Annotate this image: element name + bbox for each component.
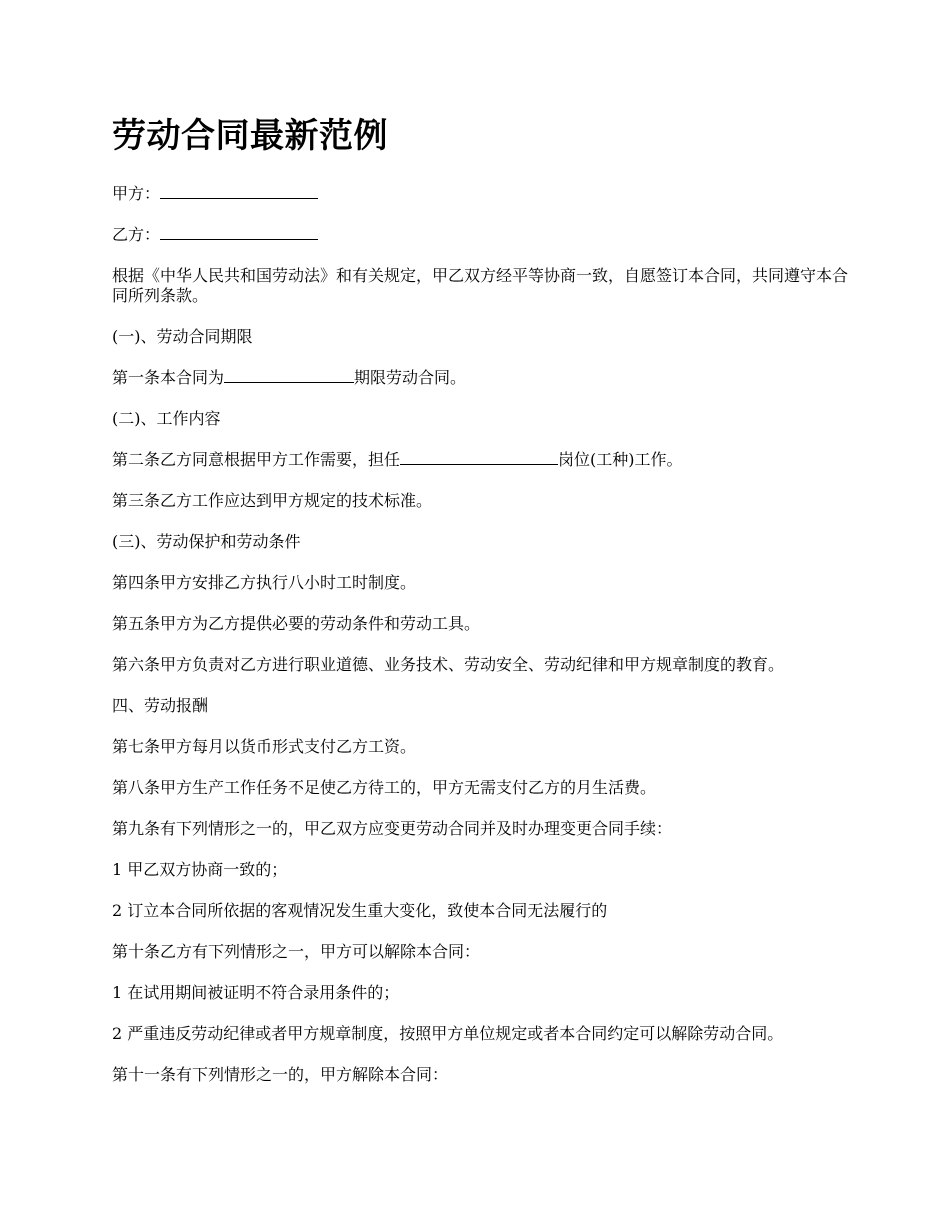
article-6: 第六条甲方负责对乙方进行职业道德、业务技术、劳动安全、劳动纪律和甲方规章制度的教育。 bbox=[112, 655, 785, 674]
article-10: 第十条乙方有下列情形之一，甲方可以解除本合同： bbox=[112, 942, 481, 961]
section-heading-work: (二)、工作内容 bbox=[112, 409, 221, 428]
party-b-label: 乙方： bbox=[112, 225, 161, 244]
party-a-blank bbox=[160, 184, 318, 199]
party-b-line bbox=[112, 225, 852, 245]
contract-term-blank bbox=[224, 368, 354, 383]
article-4: 第四条甲方安排乙方执行八小时工时制度。 bbox=[112, 573, 417, 592]
party-a-line bbox=[112, 184, 852, 204]
position-blank bbox=[400, 450, 558, 465]
party-b-blank bbox=[160, 225, 318, 240]
article-9: 第九条有下列情形之一的，甲乙双方应变更劳动合同并及时办理变更合同手续： bbox=[112, 819, 673, 838]
article-2-text-after: 岗位(工种)工作。 bbox=[558, 450, 683, 469]
article-1-text-before: 第一条本合同为 bbox=[112, 368, 225, 387]
document-title: 劳动合同最新范例 bbox=[112, 116, 388, 156]
article-5: 第五条甲方为乙方提供必要的劳动条件和劳动工具。 bbox=[112, 614, 481, 633]
document-page bbox=[112, 108, 852, 1106]
intro-paragraph: 根据《中华人民共和国劳动法》和有关规定，甲乙双方经平等协商一致，自愿签订本合同，共同遵守本合同所列条款。 bbox=[112, 266, 849, 305]
article-11: 第十一条有下列情形之一的，甲方解除本合同： bbox=[112, 1065, 449, 1084]
article-10-item-1: 1 在试用期间被证明不符合录用条件的； bbox=[112, 983, 400, 1002]
article-1 bbox=[112, 368, 852, 388]
article-3: 第三条乙方工作应达到甲方规定的技术标准。 bbox=[112, 491, 433, 510]
article-2 bbox=[112, 450, 852, 470]
article-1-text-after: 期限劳动合同。 bbox=[354, 368, 467, 387]
article-9-item-1: 1 甲乙双方协商一致的； bbox=[112, 860, 288, 879]
article-7: 第七条甲方每月以货币形式支付乙方工资。 bbox=[112, 737, 417, 756]
party-a-label: 甲方： bbox=[112, 184, 161, 203]
article-2-text-before: 第二条乙方同意根据甲方工作需要，担任 bbox=[112, 450, 401, 469]
article-10-item-2: 2 严重违反劳动纪律或者甲方规章制度，按照甲方单位规定或者本合同约定可以解除劳动合同。 bbox=[112, 1024, 784, 1043]
article-9-item-2: 2 订立本合同所依据的客观情况发生重大变化，致使本合同无法履行的 bbox=[112, 901, 608, 920]
section-heading-term: (一)、劳动合同期限 bbox=[112, 327, 253, 346]
section-heading-protection: (三)、劳动保护和劳动条件 bbox=[112, 532, 301, 551]
article-8: 第八条甲方生产工作任务不足使乙方待工的，甲方无需支付乙方的月生活费。 bbox=[112, 778, 657, 797]
section-heading-pay: 四、劳动报酬 bbox=[112, 696, 209, 715]
